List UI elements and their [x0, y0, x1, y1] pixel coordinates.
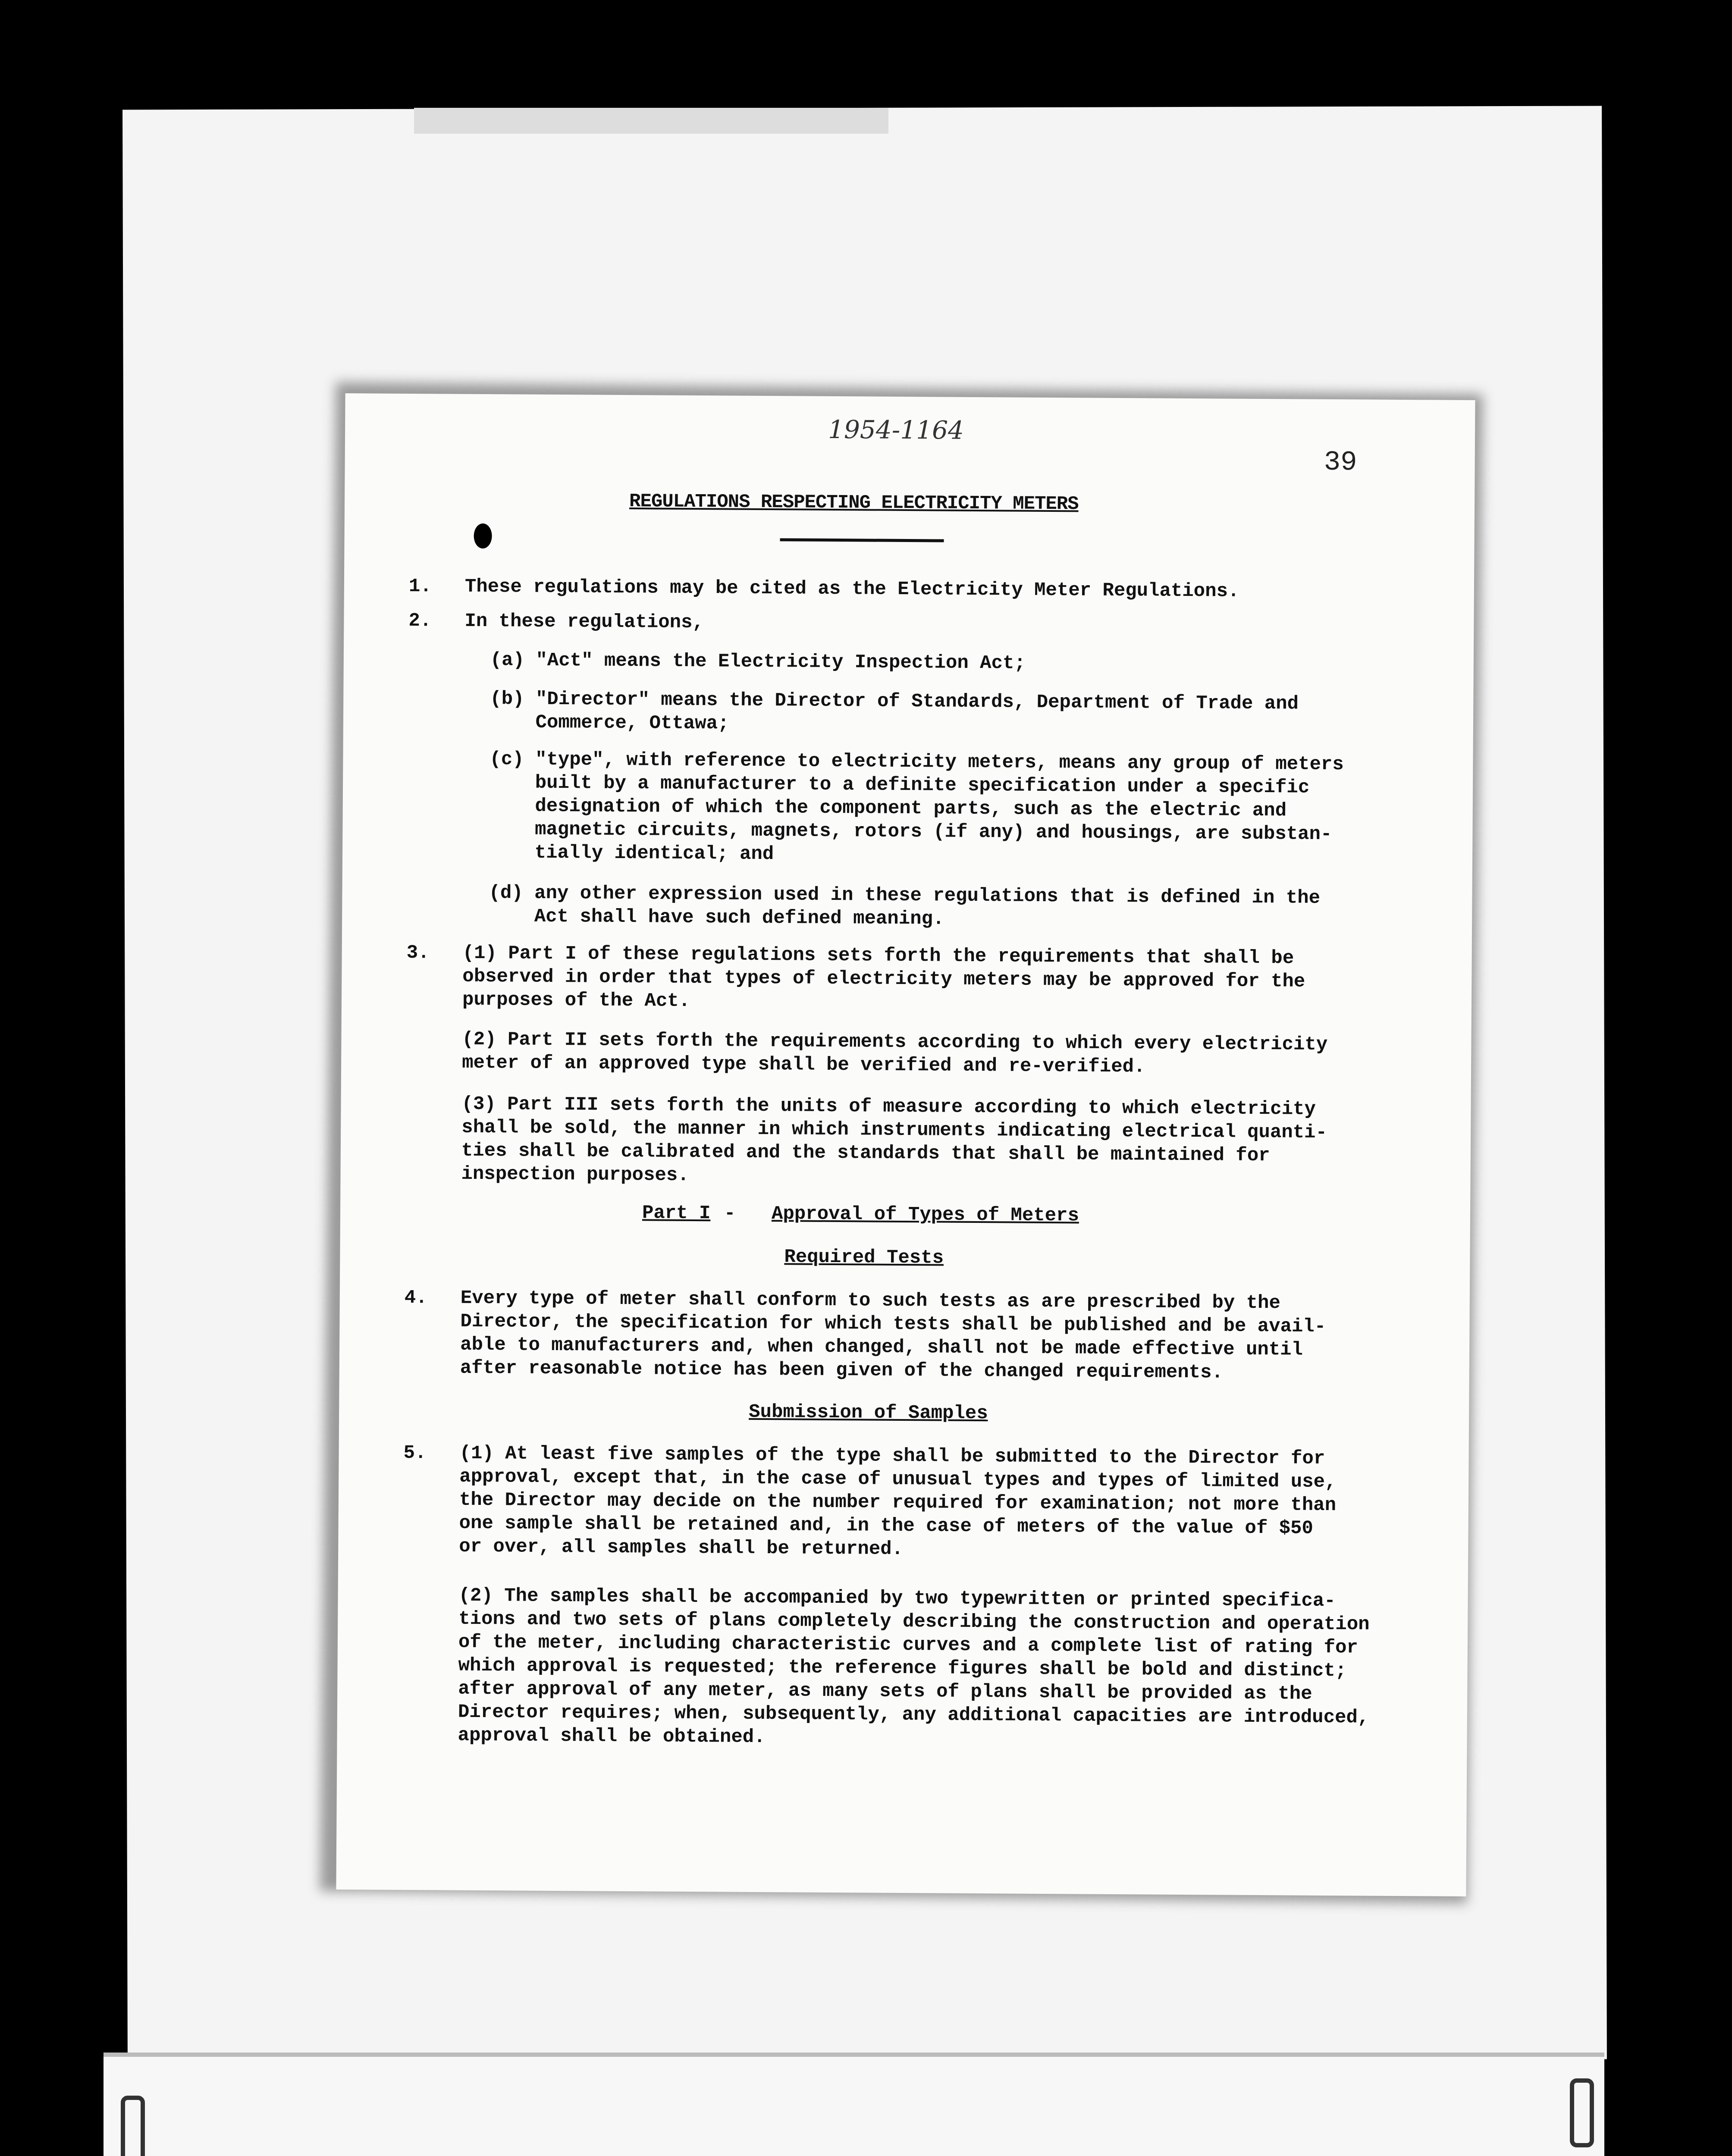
section-2-intro: In these regulations,	[464, 610, 704, 634]
page-number: 39	[1324, 447, 1357, 479]
definition-c: (c) "type", with reference to electricity meters, means any group of meters built by a manufacturer to a definite specification under a specific designation of which the component parts, such as the electric and magnetic circuits, magnets, rotors (if any) and housings, are substan- tially identical; and	[489, 749, 1344, 865]
section-5-p2: (2) The samples shall be accompanied by two typewritten or printed specifica- tions and two sets of plans completely describing the construction and operation of the meter, including characteristic curves and a complete list of rating for which approval is requested; the reference figures shall be bold and distinct; after approval of any meter, as many sets of plans shall be provided as the Director requires; when, subsequently, any additional capacities are introduced, approval shall be obtained.	[458, 1585, 1370, 1749]
section-3-p3: (3) Part III sets forth the units of measure according to which electricity shall be sold, the manner in which instruments indicating electrical quanti- ties shall be calibrated and the standards that shall be maintained for inspection purposes.	[461, 1093, 1327, 1186]
section-5-number: 5.	[403, 1442, 427, 1464]
section-3-p2: (2) Part II sets forth the requirements according to which every electricity meter of an approved type shall be verified and re-verified.	[461, 1028, 1328, 1078]
section-2-number: 2.	[408, 610, 432, 632]
board-strip	[104, 2053, 1604, 2156]
definition-d: (d) any other expression used in these regulations that is defined in the Act shall have such defined meaning.	[489, 882, 1321, 930]
document-title: REGULATIONS RESPECTING ELECTRICITY METERS	[629, 491, 1079, 515]
part-heading-dash: -	[724, 1203, 736, 1225]
part-heading-left: Part I	[642, 1202, 711, 1225]
section-1-number: 1.	[408, 575, 432, 598]
section-4-text: Every type of meter shall conform to such tests as are prescribed by the Director, the specification for which tests shall be published and be avail- able to manufacturers and, when changed, shall not be made effective until after reasonable notice has been given of the changed requirements.	[460, 1287, 1326, 1384]
punch-hole-icon	[474, 523, 492, 548]
left-clip-icon	[121, 2096, 145, 2156]
section-5-p1: (1) At least five samples of the type shall be submitted to the Director for approval, except that, in the case of unusual types and types of limited use, the Director may decide on the number required for examination; not more than one sample shall be retained and, in the case of meters of the value of $50 or over, all samples shall be returned.	[459, 1442, 1337, 1560]
top-tab	[414, 108, 888, 134]
right-clip-icon	[1570, 2078, 1594, 2147]
handwritten-reference: 1954-1164	[828, 414, 964, 445]
title-rule	[780, 538, 944, 542]
definition-b: (b) "Director" means the Director of Standards, Department of Trade and Commerce, Ottawa;	[489, 688, 1299, 735]
submission-heading: Submission of Samples	[749, 1401, 988, 1425]
section-3-p1: (1) Part I of these regulations sets forth the requirements that shall be observed in order that types of electricity meters may be approved for the purposes of the Act.	[462, 942, 1305, 1012]
section-3-number: 3.	[406, 942, 430, 964]
document-page	[336, 393, 1475, 1896]
section-4-number: 4.	[404, 1287, 427, 1309]
section-1-text: These regulations may be cited as the Electricity Meter Regulations.	[464, 576, 1239, 602]
required-tests-heading: Required Tests	[784, 1246, 944, 1269]
definition-a: (a) "Act" means the Electricity Inspection Act;	[490, 649, 1026, 674]
part-heading-right: Approval of Types of Meters	[771, 1203, 1079, 1227]
